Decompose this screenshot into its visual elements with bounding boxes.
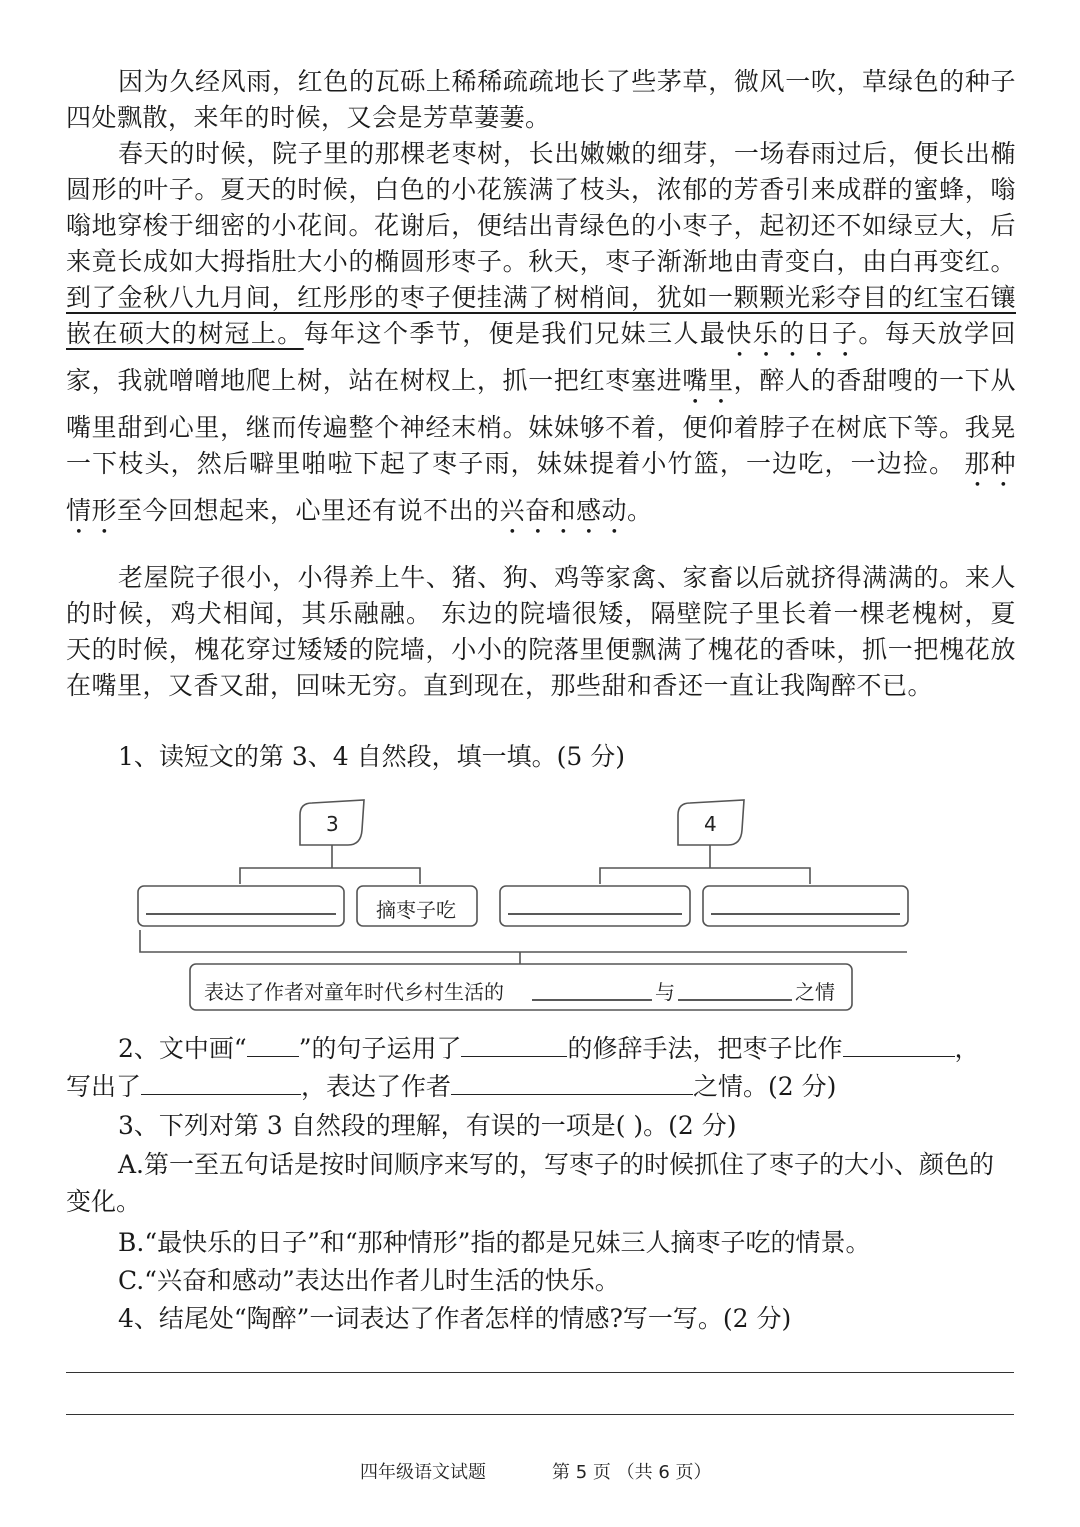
summary-text-a: 表达了作者对童年时代乡村生活的 xyxy=(204,980,504,1004)
p3-text-5: 至今回想起来，心里还有说不出的 xyxy=(117,496,500,525)
footer-title: 四年级语文试题 xyxy=(360,1462,486,1483)
question-2 xyxy=(66,1030,1016,1068)
q2-text-a: 2、文中画“ xyxy=(118,1034,247,1063)
summary-text-c: 之情 xyxy=(795,980,835,1004)
box-known-label: 摘枣子吃 xyxy=(376,898,456,922)
q2-text-b: ”的句子运用了 xyxy=(298,1034,462,1063)
question-4: 4、结尾处“陶醉”一词表达了作者怎样的情感?写一写。(2 分) xyxy=(118,1304,792,1333)
underlined-sentence: 到了金秋八九月间，红彤彤的枣子便挂满了树梢间，犹如一颗颗光彩夺目的红宝石镶嵌在硕大的树冠上。 xyxy=(66,283,1016,348)
fill-box-3 xyxy=(703,886,908,926)
p3-text-2: 每年这个季节，便是我们兄妹三人最 xyxy=(303,319,727,348)
dotted-phrase-mouth: 嘴里 xyxy=(682,366,734,395)
p3-text-6: 。 xyxy=(627,496,653,525)
answer-line-1[interactable] xyxy=(66,1372,1014,1373)
question-3: 3、下列对第 3 自然段的理解，有误的一项是( )。(2 分) xyxy=(118,1111,737,1140)
p3-text-4: ，醉人的香甜嗖的一下从嘴里甜到心里，继而传遍整个神经末梢。妹妹够不着，便仰着脖子在树底下等。我晃一下枝头，然后噼里啪啦下起了枣子雨，妹妹提着小竹篮，一边吃，一边捡。 xyxy=(66,366,1016,478)
question-3-option-b: B.“最快乐的日子”和“那种情形”指的都是兄妹三人摘枣子吃的情景。 xyxy=(118,1228,871,1257)
question-3-option-c: C.“兴奋和感动”表达出作者儿时生活的快乐。 xyxy=(118,1266,620,1295)
leaf-4-label: 4 xyxy=(704,812,717,836)
summary-text-b: 与 xyxy=(655,980,675,1004)
fill-box-2 xyxy=(500,886,690,926)
dotted-phrase-scene: 那种情形 xyxy=(66,449,1016,525)
footer-page-number: 第 5 页 （共 6 页） xyxy=(552,1462,712,1483)
q2-text-g: 之情。(2 分) xyxy=(693,1072,837,1101)
leaf-3-label: 3 xyxy=(326,812,339,836)
q2-compare-blank[interactable] xyxy=(843,1034,955,1057)
q2-text-d: ， xyxy=(954,1034,980,1063)
bracket-right xyxy=(600,845,810,884)
q2-text-e: 写出了 xyxy=(66,1072,142,1101)
q2-rhetoric-blank[interactable] xyxy=(461,1034,567,1057)
question-2-line-2 xyxy=(66,1068,1016,1106)
passage-paragraph-3 xyxy=(66,136,1016,540)
q2-describe-blank[interactable] xyxy=(141,1072,301,1095)
dotted-phrase-happy-days: 快乐的日子 xyxy=(726,319,859,348)
passage-paragraph-4: 老屋院子很小，小得养上牛、猪、狗、鸡等家禽、家畜以后就挤得满满的。来人的时候，鸡犬相闻，其乐融融。 东边的院墙很矮，隔壁院子里长着一棵老槐树，夏天的时候，槐花穿过矮矮的院墙，小小的院落里便飘满了槐花的香味，抓一把槐花放在嘴里，又香又甜，回味无穷。直到现在，那些甜和香还一直让我陶醉不已。 xyxy=(66,563,1016,700)
answer-line-2[interactable] xyxy=(66,1414,1014,1415)
p3-text-1: 春天的时候，院子里的那棵老枣树，长出嫩嫩的细芽，一场春雨过后，便长出椭圆形的叶子。夏天的时候，白色的小花簇满了枝头，浓郁的芳香引来成群的蜜蜂，嗡嗡地穿梭于细密的小花间。花谢后，便结出青绿色的小枣子，起初还不如绿豆大，后来竟长成如大拇指肚大小的椭圆形枣子。秋天，枣子渐渐地由青变白，由白再变红。 xyxy=(66,139,1016,276)
question-1: 1、读短文的第 3、4 自然段，填一填。(5 分) xyxy=(118,742,625,771)
q2-mark-blank[interactable] xyxy=(247,1034,299,1057)
bracket-left xyxy=(240,845,420,884)
question-3-option-a: A.第一至五句话是按时间顺序来写的，写枣子的时候抓住了枣子的大小、颜色的变化。 xyxy=(66,1150,995,1216)
q2-text-c: 的修辞手法，把枣子比作 xyxy=(567,1034,843,1063)
q2-text-f: ，表达了作者 xyxy=(301,1072,452,1101)
dotted-phrase-excitement: 兴奋和感动 xyxy=(499,496,628,525)
bracket-bottom xyxy=(140,930,907,964)
fill-box-1 xyxy=(138,886,344,926)
p3-text-3: 。每天放学回家，我就噌噌地爬上树，站在树杈上，抓一把红枣塞进 xyxy=(66,319,1016,395)
q2-feeling-blank[interactable] xyxy=(451,1072,693,1095)
passage-paragraph-2: 因为久经风雨，红色的瓦砾上稀稀疏疏地长了些茅草，微风一吹，草绿色的种子四处飘散，来年的时候，又会是芳草萋萋。 xyxy=(66,67,1016,132)
